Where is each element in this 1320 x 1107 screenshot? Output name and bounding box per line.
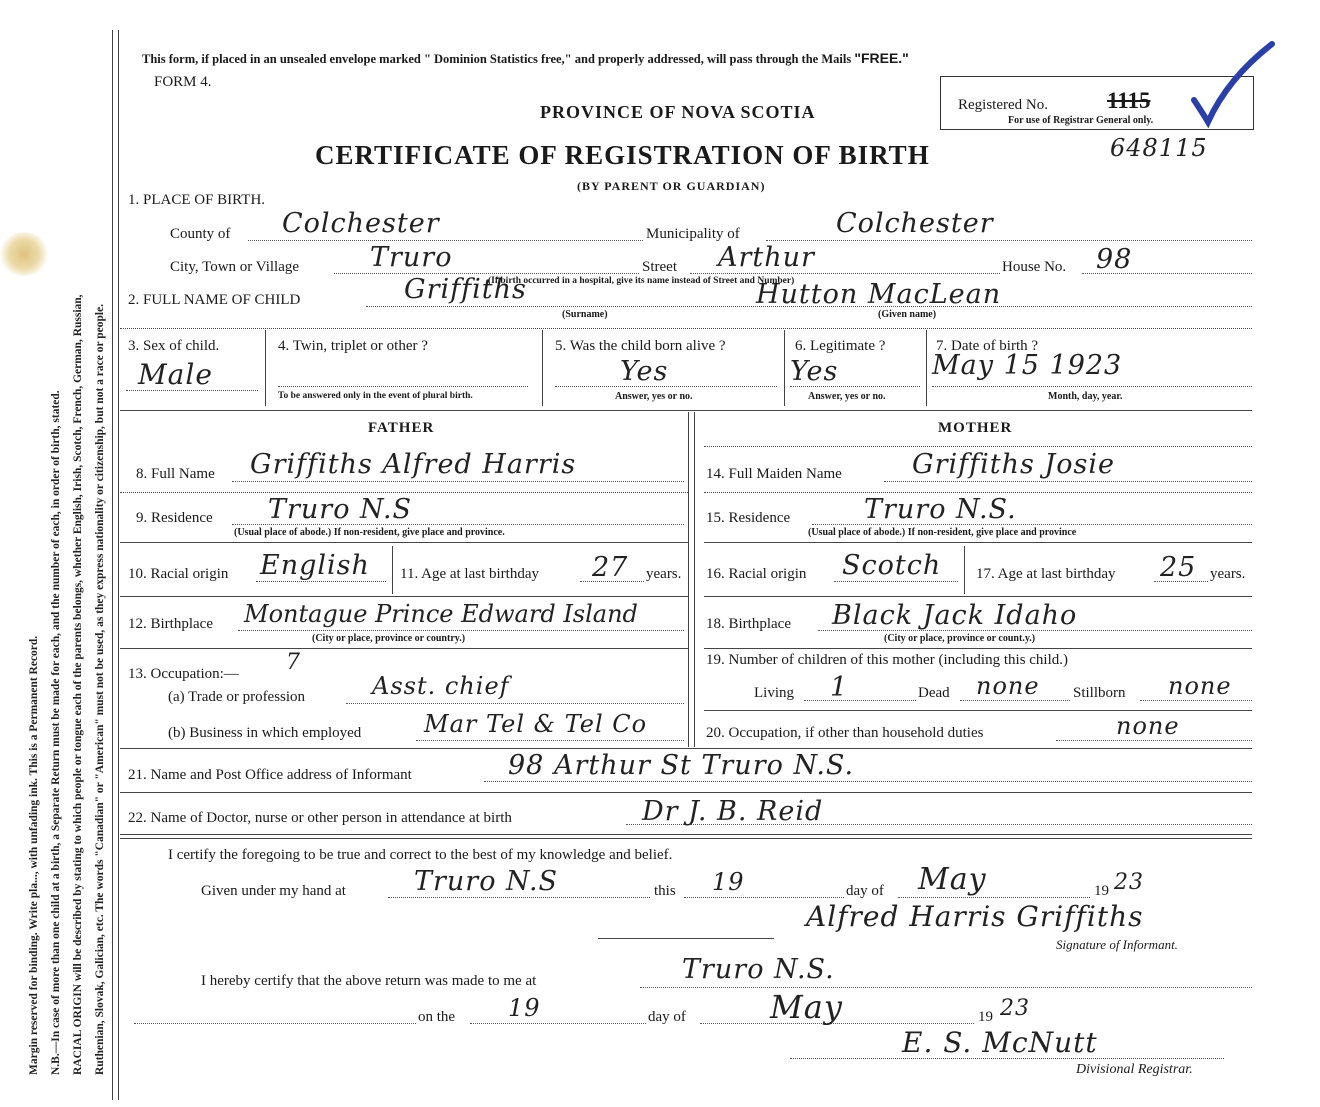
row-divider xyxy=(120,542,688,543)
city-label: City, Town or Village xyxy=(170,259,300,275)
given-place-line xyxy=(388,897,650,898)
mother-occupation-label: 20. Occupation, if other than household duties xyxy=(706,725,984,741)
cell-divider xyxy=(964,546,965,594)
mother-race-line xyxy=(834,581,958,582)
father-age-label: 11. Age at last birthday xyxy=(400,566,539,582)
row-divider xyxy=(120,596,688,597)
attendant-label: 22. Name of Doctor, nurse or other person in attendance at birth xyxy=(128,810,512,826)
registrar-place-line xyxy=(640,987,1252,988)
margin-rule xyxy=(112,30,113,1100)
father-name-label: 8. Full Name xyxy=(136,466,215,482)
margin-note-racial-origin-cont: Ruthenian, Slovak, Galician, etc. The words "Canadian" or "American" must not be used, as they express nationality or citizenship, but not a race or people. xyxy=(94,303,106,1075)
registrar-place-value: Truro N.S. xyxy=(682,954,835,985)
stillborn-line xyxy=(1140,700,1252,701)
row-divider xyxy=(120,492,688,493)
registrar-signature: E. S. McNutt xyxy=(902,1026,1098,1059)
father-age-value: 27 xyxy=(592,552,629,583)
stillborn-value: none xyxy=(1168,672,1232,700)
given-place-value: Truro N.S xyxy=(414,866,559,897)
row-divider xyxy=(704,542,1252,543)
child-given-name: Hutton MacLean xyxy=(756,279,1002,310)
sex-value: Male xyxy=(138,358,213,391)
father-name-value: Griffiths Alfred Harris xyxy=(250,449,577,480)
mother-years-label: years. xyxy=(1210,566,1246,582)
legitimate-line xyxy=(790,386,920,387)
surname-caption: (Surname) xyxy=(562,309,608,320)
father-race-line xyxy=(256,581,386,582)
father-business-value: Mar Tel & Tel Co xyxy=(424,710,648,738)
column-divider xyxy=(688,412,689,747)
father-trade-line xyxy=(346,703,684,704)
mother-heading: MOTHER xyxy=(938,420,1013,436)
registrar-statement: I hereby certify that the above return was made to me at xyxy=(201,973,537,989)
mother-race-label: 16. Racial origin xyxy=(706,566,807,582)
dob-value: May 15 1923 xyxy=(932,350,1123,381)
year2-suffix: 23 xyxy=(1000,996,1030,1021)
certificate-title: CERTIFICATE OF REGISTRATION OF BIRTH xyxy=(315,140,930,170)
father-birthplace-line xyxy=(238,630,684,631)
row-divider xyxy=(120,648,688,649)
registrar-only-note: For use of Registrar General only. xyxy=(1008,115,1154,126)
this-day-value: 19 xyxy=(712,868,745,896)
paper-stain xyxy=(0,232,48,276)
day-of-label: day of xyxy=(846,883,884,899)
father-birthplace-label: 12. Birthplace xyxy=(128,616,213,632)
mother-name-line xyxy=(884,481,1252,482)
mother-heading-rule xyxy=(704,446,1252,447)
twin-label: 4. Twin, triplet or other ? xyxy=(278,338,428,354)
row-divider xyxy=(120,410,1252,411)
year-prefix: 19 xyxy=(1094,883,1109,899)
row-divider xyxy=(120,748,1252,749)
municipality-line xyxy=(766,240,1252,241)
mother-race-value: Scotch xyxy=(842,550,942,581)
dob-line xyxy=(932,386,1252,387)
sex-line xyxy=(126,390,258,391)
margin-note-binding: Margin reserved for binding. Write pla..., with unfading ink. This is a Permanent Record. xyxy=(28,635,40,1075)
house-label: House No. xyxy=(1002,259,1067,275)
dead-label: Dead xyxy=(918,685,950,701)
place-of-birth-label: 1. PLACE OF BIRTH. xyxy=(128,192,266,208)
child-surname: Griffiths xyxy=(404,274,527,305)
father-birthplace-value: Montague Prince Edward Island xyxy=(244,600,638,628)
living-value: 1 xyxy=(830,672,849,703)
municipality-label: Municipality of xyxy=(646,226,740,242)
row-divider xyxy=(120,328,1252,329)
twin-note: To be answered only in the event of plural birth. xyxy=(278,391,473,401)
margin-note-racial-origin: RACIAL ORIGIN will be described by stating to which people or tongue each of the parents belongs, whether English, Irish, Scotch, French, German, Russian, xyxy=(72,294,84,1075)
registered-number: 1115 xyxy=(1107,88,1151,113)
on-the-day-line xyxy=(470,1023,646,1024)
row-divider xyxy=(120,792,1252,793)
father-name-line xyxy=(232,481,684,482)
father-residence-label: 9. Residence xyxy=(136,510,213,526)
margin-rule-2 xyxy=(118,30,119,1100)
month2-value: May xyxy=(770,988,843,1026)
year2-prefix: 19 xyxy=(978,1009,993,1025)
house-value: 98 xyxy=(1096,244,1133,275)
cell-divider xyxy=(784,330,785,406)
father-occupation-label: 13. Occupation:— xyxy=(128,666,239,682)
attendant-value: Dr J. B. Reid xyxy=(642,796,824,827)
father-residence-note: (Usual place of abode.) If non-resident, give place and province. xyxy=(234,527,505,538)
signature-caption: Signature of Informant. xyxy=(1056,937,1178,952)
dead-line xyxy=(960,700,1070,701)
mother-name-label: 14. Full Maiden Name xyxy=(706,466,842,482)
informant-line xyxy=(484,781,1252,782)
stillborn-label: Stillborn xyxy=(1073,685,1126,701)
legitimate-label: 6. Legitimate ? xyxy=(795,338,886,354)
dead-value: none xyxy=(976,672,1040,700)
county-line xyxy=(248,240,643,241)
mother-residence-label: 15. Residence xyxy=(706,510,791,526)
cell-divider xyxy=(926,330,927,406)
father-trade-label: (a) Trade or profession xyxy=(168,689,306,705)
mother-occupation-value: none xyxy=(1116,712,1180,740)
row-divider xyxy=(704,710,1252,711)
given-under-label: Given under my hand at xyxy=(201,883,346,899)
street-label: Street xyxy=(642,259,677,275)
mother-age-label: 17. Age at last birthday xyxy=(976,566,1116,582)
street-line xyxy=(690,273,1000,274)
father-business-label: (b) Business in which employed xyxy=(168,725,362,741)
legitimate-note: Answer, yes or no. xyxy=(808,391,886,402)
mother-birthplace-value: Black Jack Idaho xyxy=(832,600,1078,631)
row-divider xyxy=(704,492,1252,493)
legitimate-value: Yes xyxy=(790,356,839,387)
registrar-caption: Divisional Registrar. xyxy=(1076,1062,1193,1077)
father-occupation-mark: 7 xyxy=(286,650,301,675)
alive-label: 5. Was the child born alive ? xyxy=(555,338,726,354)
hospital-note: (If birth occurred in a hospital, give its name instead of Street and Number) xyxy=(488,276,795,286)
day-of-label-2: day of xyxy=(648,1009,686,1025)
father-heading: FATHER xyxy=(368,420,435,436)
province-heading: PROVINCE OF NOVA SCOTIA xyxy=(540,102,816,122)
alive-value: Yes xyxy=(620,356,669,387)
living-line xyxy=(804,700,916,701)
municipality-value: Colchester xyxy=(836,208,994,239)
living-label: Living xyxy=(754,685,794,701)
mother-birthplace-note: (City or place, province or count.y.) xyxy=(884,633,1036,644)
dob-note: Month, day, year. xyxy=(1048,391,1123,402)
margin-note-plural-births: N.B.—In case of more than one child at a birth, a Separate Return must be made for each, and the number of each, in order of birth, stated. xyxy=(50,390,62,1075)
given-name-caption: (Given name) xyxy=(878,309,937,320)
on-the-day-value: 19 xyxy=(508,994,541,1022)
checkmark-icon xyxy=(1188,38,1278,128)
father-business-line xyxy=(416,740,684,741)
registered-label: Registered No. xyxy=(958,97,1048,113)
on-the-label: on the xyxy=(418,1009,456,1025)
row-divider xyxy=(120,834,1252,835)
this-label: this xyxy=(654,883,676,899)
this-day-line xyxy=(684,897,844,898)
column-divider-2 xyxy=(694,412,695,747)
cell-divider xyxy=(265,330,266,406)
mother-occupation-line xyxy=(1056,740,1252,741)
city-value: Truro xyxy=(370,242,453,273)
father-residence-value: Truro N.S xyxy=(268,494,413,525)
mail-note xyxy=(142,50,909,67)
father-years-label: years. xyxy=(646,566,682,582)
mother-children-label: 19. Number of children of this mother (including this child.) xyxy=(706,652,1069,668)
mail-note-free: "FREE." xyxy=(854,50,909,66)
informant-value: 98 Arthur St Truro N.S. xyxy=(508,750,855,781)
father-trade-value: Asst. chief xyxy=(372,672,510,700)
mother-birthplace-label: 18. Birthplace xyxy=(706,616,791,632)
year-suffix: 23 xyxy=(1114,870,1144,895)
signature-rule xyxy=(598,938,774,939)
street-value: Arthur xyxy=(718,242,815,273)
cell-divider xyxy=(542,330,543,406)
mother-residence-value: Truro N.S. xyxy=(864,494,1017,525)
row-divider-double xyxy=(120,838,1252,839)
certify-statement: I certify the foregoing to be true and correct to the best of my knowledge and belief. xyxy=(168,847,673,863)
month-value: May xyxy=(918,862,987,897)
leading-line xyxy=(134,1023,416,1024)
mother-age-value: 25 xyxy=(1160,552,1197,583)
twin-line xyxy=(278,386,528,387)
alive-line xyxy=(555,386,777,387)
cell-divider xyxy=(392,546,393,594)
certificate-subtitle: (BY PARENT OR GUARDIAN) xyxy=(577,179,766,193)
mail-note-text: This form, if placed in an unsealed envelope marked " Dominion Statistics free," and properly addressed, will pass through the Mails xyxy=(142,52,855,66)
sex-label: 3. Sex of child. xyxy=(128,338,220,354)
father-race-value: English xyxy=(260,550,370,581)
mother-residence-note: (Usual place of abode.) If non-resident, give place and province xyxy=(808,527,1077,538)
mother-name-value: Griffiths Josie xyxy=(912,449,1115,480)
informant-label: 21. Name and Post Office address of Informant xyxy=(128,767,412,783)
county-label: County of xyxy=(170,226,231,242)
form-number: FORM 4. xyxy=(154,74,212,90)
row-divider xyxy=(704,596,1252,597)
father-birthplace-note: (City or place, province or country.) xyxy=(312,633,466,644)
row-divider xyxy=(704,648,1252,649)
father-race-label: 10. Racial origin xyxy=(128,566,229,582)
county-value: Colchester xyxy=(282,208,440,239)
informant-signature: Alfred Harris Griffiths xyxy=(806,900,1144,933)
handwritten-file-number: 648115 xyxy=(1110,134,1208,162)
child-name-label: 2. FULL NAME OF CHILD xyxy=(128,292,301,308)
dob-label: 7. Date of birth ? xyxy=(936,338,1039,354)
month-line xyxy=(898,897,1090,898)
alive-note: Answer, yes or no. xyxy=(615,391,693,402)
